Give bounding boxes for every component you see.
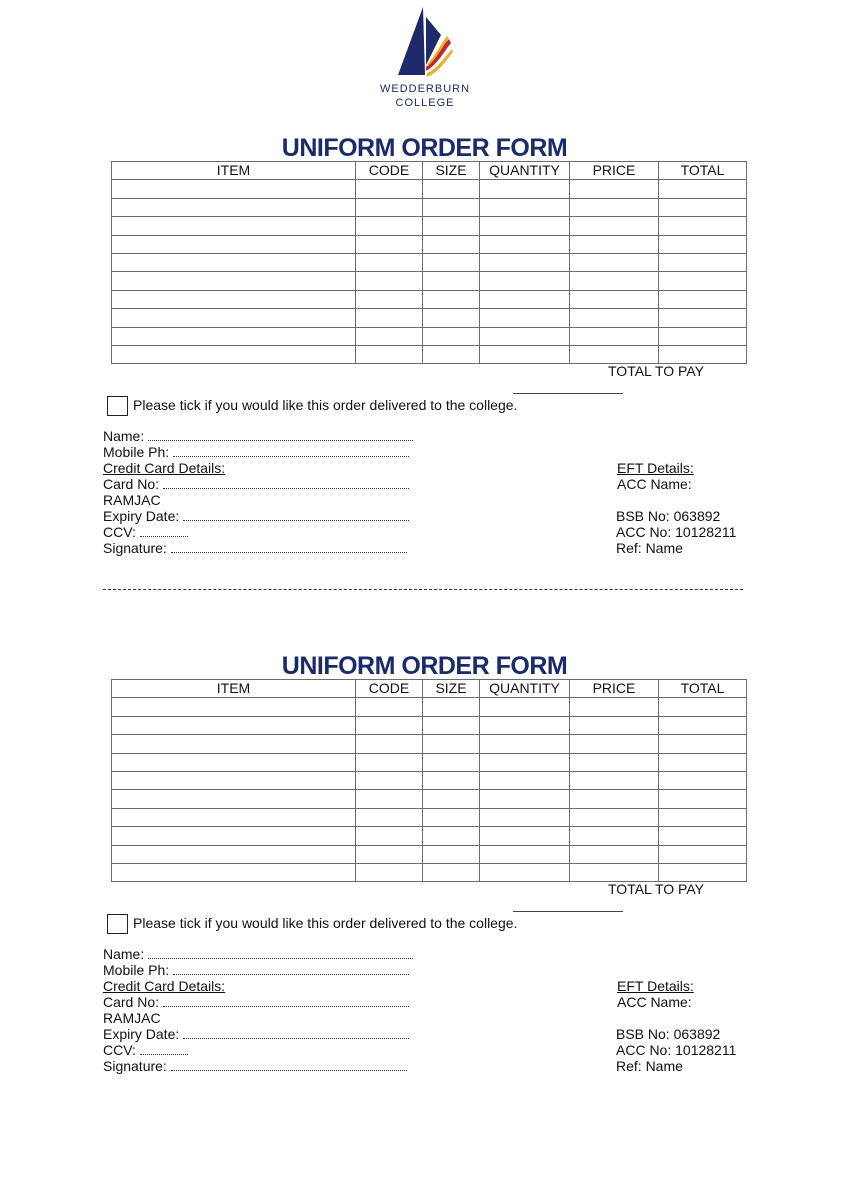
price-cell[interactable] <box>570 845 659 863</box>
table-row <box>112 698 747 716</box>
card-label: Card No: <box>103 994 160 1010</box>
table-row <box>112 735 747 753</box>
total-cell[interactable] <box>659 753 747 771</box>
card-field[interactable] <box>103 476 409 492</box>
table-row <box>112 272 747 290</box>
total-cell[interactable] <box>659 235 747 253</box>
signature-label: Signature: <box>103 1058 167 1074</box>
price-cell[interactable] <box>570 863 659 881</box>
quantity-cell[interactable] <box>480 217 570 235</box>
eft-acc-name: ACC Name: <box>617 476 692 492</box>
price-cell[interactable] <box>570 290 659 308</box>
price-cell[interactable] <box>570 198 659 216</box>
quantity-cell[interactable] <box>480 863 570 881</box>
card-field[interactable] <box>103 994 409 1010</box>
size-cell[interactable] <box>423 180 480 198</box>
eft-bsb: BSB No: 063892 <box>616 1026 721 1042</box>
code-cell[interactable] <box>356 180 423 198</box>
code-cell[interactable] <box>356 716 423 734</box>
total-cell[interactable] <box>659 827 747 845</box>
signature-label: Signature: <box>103 540 167 556</box>
price-cell[interactable] <box>570 309 659 327</box>
size-cell[interactable] <box>423 290 480 308</box>
quantity-cell[interactable] <box>480 345 570 363</box>
code-cell[interactable] <box>356 235 423 253</box>
price-cell[interactable] <box>570 753 659 771</box>
college-logo <box>350 5 500 115</box>
signature-field[interactable] <box>103 1058 407 1074</box>
size-cell[interactable] <box>423 845 480 863</box>
eft-bsb: BSB No: 063892 <box>616 508 721 524</box>
sail-logo-icon <box>395 5 455 81</box>
total-cell[interactable] <box>659 771 747 789</box>
total-cell[interactable] <box>659 198 747 216</box>
code-cell[interactable] <box>356 198 423 216</box>
delivery-checkbox[interactable] <box>107 914 128 934</box>
item-cell[interactable] <box>112 345 356 363</box>
ccv-line[interactable] <box>140 1044 188 1055</box>
table-row <box>112 827 747 845</box>
total-cell[interactable] <box>659 716 747 734</box>
order-items-table <box>111 161 747 364</box>
item-cell[interactable] <box>112 716 356 734</box>
delivery-checkbox-label: Please tick if you would like this order delivered to the college. <box>133 915 518 931</box>
col-price-header: PRICE <box>570 680 659 698</box>
item-cell[interactable] <box>112 327 356 345</box>
item-cell[interactable] <box>112 235 356 253</box>
cut-line-divider <box>103 589 743 590</box>
code-cell[interactable] <box>356 790 423 808</box>
size-cell[interactable] <box>423 235 480 253</box>
total-to-pay-label: TOTAL TO PAY <box>608 881 704 897</box>
card-name: RAMJAC <box>103 1010 161 1026</box>
code-cell[interactable] <box>356 863 423 881</box>
price-cell[interactable] <box>570 235 659 253</box>
quantity-cell[interactable] <box>480 753 570 771</box>
item-cell[interactable] <box>112 827 356 845</box>
item-cell[interactable] <box>112 808 356 826</box>
form-title: UNIFORM ORDER FORM <box>281 652 568 680</box>
eft-ref: Ref: Name <box>616 1058 683 1074</box>
table-row <box>112 808 747 826</box>
table-row <box>112 327 747 345</box>
eft-heading: EFT Details: <box>617 978 694 994</box>
quantity-cell[interactable] <box>480 790 570 808</box>
cc-heading: Credit Card Details: <box>103 460 226 476</box>
order-items-table <box>111 679 747 882</box>
price-cell[interactable] <box>570 735 659 753</box>
item-cell[interactable] <box>112 790 356 808</box>
col-size-header: SIZE <box>423 680 480 698</box>
col-size-header: SIZE <box>423 162 480 180</box>
table-row <box>112 253 747 271</box>
size-cell[interactable] <box>423 790 480 808</box>
card-line[interactable] <box>163 996 409 1007</box>
quantity-cell[interactable] <box>480 698 570 716</box>
size-cell[interactable] <box>423 827 480 845</box>
item-cell[interactable] <box>112 698 356 716</box>
size-cell[interactable] <box>423 217 480 235</box>
expiry-line[interactable] <box>183 510 409 521</box>
col-total-header: TOTAL <box>659 680 747 698</box>
code-cell[interactable] <box>356 327 423 345</box>
total-cell[interactable] <box>659 863 747 881</box>
code-cell[interactable] <box>356 217 423 235</box>
size-cell[interactable] <box>423 735 480 753</box>
size-cell[interactable] <box>423 272 480 290</box>
size-cell[interactable] <box>423 327 480 345</box>
quantity-cell[interactable] <box>480 309 570 327</box>
item-cell[interactable] <box>112 845 356 863</box>
code-cell[interactable] <box>356 827 423 845</box>
name-field[interactable] <box>103 428 413 444</box>
total-cell[interactable] <box>659 327 747 345</box>
item-cell[interactable] <box>112 253 356 271</box>
size-cell[interactable] <box>423 309 480 327</box>
item-cell[interactable] <box>112 753 356 771</box>
table-row <box>112 790 747 808</box>
quantity-cell[interactable] <box>480 808 570 826</box>
eft-acc-no: ACC No: 10128211 <box>616 1042 737 1058</box>
total-cell[interactable] <box>659 180 747 198</box>
order-form-1 <box>0 134 849 584</box>
price-cell[interactable] <box>570 771 659 789</box>
signature-line[interactable] <box>171 542 407 553</box>
price-cell[interactable] <box>570 253 659 271</box>
table-row <box>112 290 747 308</box>
col-total-header: TOTAL <box>659 162 747 180</box>
code-cell[interactable] <box>356 345 423 363</box>
quantity-cell[interactable] <box>480 716 570 734</box>
quantity-cell[interactable] <box>480 253 570 271</box>
total-cell[interactable] <box>659 272 747 290</box>
table-row <box>112 309 747 327</box>
signature-line[interactable] <box>171 1060 407 1071</box>
quantity-cell[interactable] <box>480 180 570 198</box>
table-row <box>112 845 747 863</box>
price-cell[interactable] <box>570 827 659 845</box>
item-cell[interactable] <box>112 771 356 789</box>
price-cell[interactable] <box>570 808 659 826</box>
ccv-field[interactable] <box>103 1042 188 1058</box>
col-item-header: ITEM <box>112 162 356 180</box>
code-cell[interactable] <box>356 309 423 327</box>
size-cell[interactable] <box>423 753 480 771</box>
name-field[interactable] <box>103 946 413 962</box>
col-quantity-header: QUANTITY <box>480 162 570 180</box>
table-row <box>112 753 747 771</box>
price-cell[interactable] <box>570 272 659 290</box>
table-row <box>112 235 747 253</box>
table-row <box>112 217 747 235</box>
item-cell[interactable] <box>112 290 356 308</box>
total-cell[interactable] <box>659 309 747 327</box>
eft-acc-no: ACC No: 10128211 <box>616 524 737 540</box>
total-cell[interactable] <box>659 735 747 753</box>
name-label: Name: <box>103 428 145 444</box>
logo-line2: COLLEGE <box>395 97 455 109</box>
price-cell[interactable] <box>570 327 659 345</box>
size-cell[interactable] <box>423 863 480 881</box>
name-line[interactable] <box>148 948 413 959</box>
total-to-pay-label: TOTAL TO PAY <box>608 363 704 379</box>
expiry-label: Expiry Date: <box>103 508 180 524</box>
total-cell[interactable] <box>659 217 747 235</box>
quantity-cell[interactable] <box>480 827 570 845</box>
item-cell[interactable] <box>112 217 356 235</box>
code-cell[interactable] <box>356 253 423 271</box>
code-cell[interactable] <box>356 290 423 308</box>
table-row <box>112 198 747 216</box>
table-row <box>112 716 747 734</box>
quantity-cell[interactable] <box>480 327 570 345</box>
card-label: Card No: <box>103 476 160 492</box>
col-code-header: CODE <box>356 680 423 698</box>
price-cell[interactable] <box>570 698 659 716</box>
table-row <box>112 345 747 363</box>
code-cell[interactable] <box>356 698 423 716</box>
eft-ref: Ref: Name <box>616 540 683 556</box>
price-cell[interactable] <box>570 716 659 734</box>
quantity-cell[interactable] <box>480 771 570 789</box>
item-cell[interactable] <box>112 198 356 216</box>
col-code-header: CODE <box>356 162 423 180</box>
item-cell[interactable] <box>112 180 356 198</box>
quantity-cell[interactable] <box>480 735 570 753</box>
total-cell[interactable] <box>659 253 747 271</box>
logo-line1: WEDDERBURN <box>379 83 471 95</box>
code-cell[interactable] <box>356 735 423 753</box>
total-to-pay-line[interactable] <box>513 911 623 912</box>
mobile-field[interactable] <box>103 444 409 460</box>
code-cell[interactable] <box>356 845 423 863</box>
col-item-header: ITEM <box>112 680 356 698</box>
order-form-2 <box>0 652 849 1102</box>
table-row <box>112 180 747 198</box>
name-line[interactable] <box>148 430 413 441</box>
mobile-line[interactable] <box>173 964 409 975</box>
table-row <box>112 863 747 881</box>
total-cell[interactable] <box>659 790 747 808</box>
expiry-field[interactable] <box>103 508 409 524</box>
mobile-line[interactable] <box>173 446 409 457</box>
quantity-cell[interactable] <box>480 845 570 863</box>
size-cell[interactable] <box>423 716 480 734</box>
total-cell[interactable] <box>659 808 747 826</box>
item-cell[interactable] <box>112 272 356 290</box>
size-cell[interactable] <box>423 771 480 789</box>
table-row <box>112 771 747 789</box>
expiry-label: Expiry Date: <box>103 1026 180 1042</box>
delivery-checkbox-label: Please tick if you would like this order delivered to the college. <box>133 397 518 413</box>
ccv-label: CCV: <box>103 1042 136 1058</box>
delivery-checkbox[interactable] <box>107 396 128 416</box>
mobile-label: Mobile Ph: <box>103 962 170 978</box>
col-price-header: PRICE <box>570 162 659 180</box>
ccv-line[interactable] <box>140 526 188 537</box>
price-cell[interactable] <box>570 180 659 198</box>
total-to-pay-line[interactable] <box>513 393 623 394</box>
mobile-field[interactable] <box>103 962 409 978</box>
item-cell[interactable] <box>112 735 356 753</box>
quantity-cell[interactable] <box>480 235 570 253</box>
quantity-cell[interactable] <box>480 272 570 290</box>
eft-acc-name: ACC Name: <box>617 994 692 1010</box>
name-label: Name: <box>103 946 145 962</box>
form-title: UNIFORM ORDER FORM <box>281 134 568 162</box>
size-cell[interactable] <box>423 198 480 216</box>
col-quantity-header: QUANTITY <box>480 680 570 698</box>
total-cell[interactable] <box>659 345 747 363</box>
code-cell[interactable] <box>356 808 423 826</box>
card-name: RAMJAC <box>103 492 161 508</box>
quantity-cell[interactable] <box>480 290 570 308</box>
table-header-row <box>112 162 747 180</box>
size-cell[interactable] <box>423 698 480 716</box>
total-cell[interactable] <box>659 290 747 308</box>
item-cell[interactable] <box>112 309 356 327</box>
item-cell[interactable] <box>112 863 356 881</box>
expiry-field[interactable] <box>103 1026 409 1042</box>
price-cell[interactable] <box>570 345 659 363</box>
size-cell[interactable] <box>423 808 480 826</box>
total-cell[interactable] <box>659 698 747 716</box>
price-cell[interactable] <box>570 790 659 808</box>
ccv-label: CCV: <box>103 524 136 540</box>
quantity-cell[interactable] <box>480 198 570 216</box>
code-cell[interactable] <box>356 771 423 789</box>
eft-heading: EFT Details: <box>617 460 694 476</box>
expiry-line[interactable] <box>183 1028 409 1039</box>
price-cell[interactable] <box>570 217 659 235</box>
mobile-label: Mobile Ph: <box>103 444 170 460</box>
cc-heading: Credit Card Details: <box>103 978 226 994</box>
size-cell[interactable] <box>423 345 480 363</box>
table-header-row <box>112 680 747 698</box>
card-line[interactable] <box>163 478 409 489</box>
size-cell[interactable] <box>423 253 480 271</box>
signature-field[interactable] <box>103 540 407 556</box>
code-cell[interactable] <box>356 272 423 290</box>
ccv-field[interactable] <box>103 524 188 540</box>
code-cell[interactable] <box>356 753 423 771</box>
total-cell[interactable] <box>659 845 747 863</box>
